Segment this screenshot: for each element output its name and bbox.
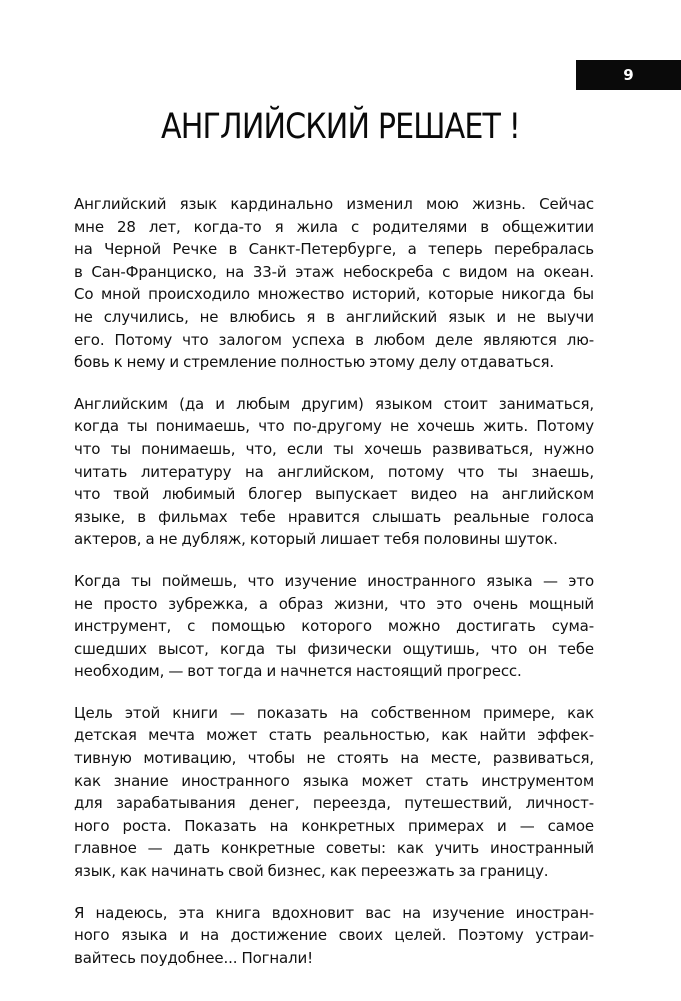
body-text [74, 193, 594, 988]
paragraph-4 [74, 702, 594, 883]
text-line: как знание иностранного языка может стать инструментом [74, 771, 594, 790]
text-line: инструмент, с помощью которого можно достигать сума- [74, 617, 594, 636]
text-line: тивную мотивацию, чтобы не стоять на месте, развиваться, [74, 749, 594, 768]
text-line: Я надеюсь, эта книга вдохновит вас на изучение иностран- [74, 903, 594, 922]
text-line: не случились, не влюбись я в английский язык и не выучи [74, 307, 594, 326]
text-line: в Сан-Франциско, на 33-й этаж небоскреба с видом на океан. [74, 262, 594, 281]
text-line: его. Потому что залогом успеха в любом деле являются лю- [74, 330, 594, 349]
text-line: Со мной происходило множество историй, которые никогда бы [74, 285, 594, 304]
text-line: что ты понимаешь, что, если ты хочешь развиваться, нужно [74, 439, 594, 458]
paragraph-5 [74, 902, 594, 970]
text-line: языке, в фильмах тебе нравится слышать реальные голоса [74, 507, 594, 526]
text-line: на Черной Речке в Санкт-Петербурге, а теперь перебралась [74, 240, 594, 259]
text-line: мне 28 лет, когда-то я жила с родителями в общежитии [74, 217, 594, 236]
text-line: читать литературу на английском, потому что ты знаешь, [74, 462, 594, 481]
text-line: сшедших высот, когда ты физически ощутишь, что он тебе [74, 639, 594, 658]
paragraph-2 [74, 393, 594, 551]
page-number-tab: 9 [576, 60, 681, 90]
chapter-title: АНГЛИЙСКИЙ РЕШАЕТ ! [161, 107, 520, 147]
text-line: необходим, — вот тогда и начнется настоящий прогресс. [74, 662, 522, 681]
text-line: детская мечта может стать реальностью, как найти эффек- [74, 726, 594, 745]
text-line: Когда ты поймешь, что изучение иностранного языка — это [74, 571, 594, 590]
text-line: вайтесь поудобнее... Погнали! [74, 948, 313, 967]
paragraph-1 [74, 193, 594, 374]
text-line: язык, как начинать свой бизнес, как переезжать за границу. [74, 862, 549, 881]
text-line: бовь к нему и стремление полностью этому делу отдаваться. [74, 353, 554, 372]
text-line: не просто зубрежка, а образ жизни, что это очень мощный [74, 594, 594, 613]
text-line: Английским (да и любым другим) языком стоит заниматься, [74, 394, 594, 413]
text-line: ного роста. Показать на конкретных примерах и — самое [74, 816, 594, 835]
text-line: для зарабатывания денег, переезда, путешествий, личност- [74, 794, 594, 813]
paragraph-3 [74, 570, 594, 683]
text-line: Английский язык кардинально изменил мою жизнь. Сейчас [74, 195, 594, 213]
text-line: когда ты понимаешь, что по-другому не хочешь жить. Потому [74, 417, 594, 436]
text-line: что твой любимый блогер выпускает видео на английском [74, 485, 594, 504]
text-line: ного языка и на достижение своих целей. Поэтому устраи- [74, 926, 594, 945]
text-line: главное — дать конкретные советы: как учить иностранный [74, 839, 594, 858]
text-line: актеров, а не дубляж, который лишает тебя половины шуток. [74, 530, 558, 549]
text-line: Цель этой книги — показать на собственном примере, как [74, 703, 594, 722]
